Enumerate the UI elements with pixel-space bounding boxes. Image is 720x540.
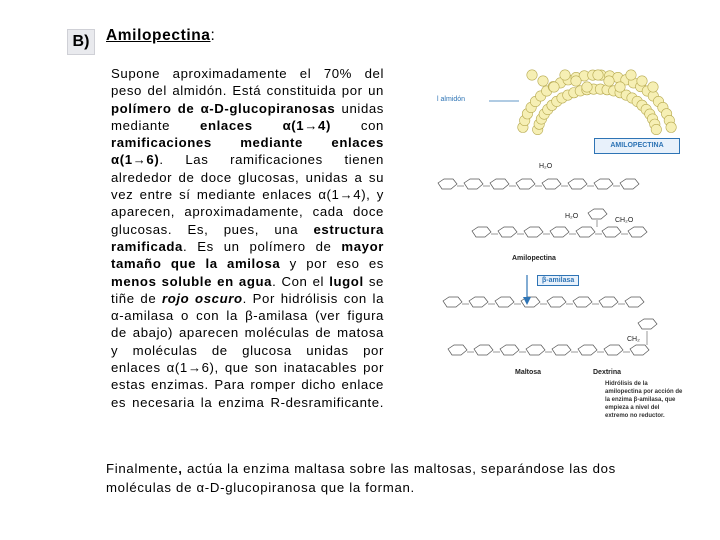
glucose-ring	[464, 179, 483, 189]
glucose-ring	[568, 179, 587, 189]
granule-circle	[666, 122, 676, 132]
glucose-ring	[472, 227, 491, 237]
title-colon: :	[210, 27, 216, 44]
glucose-ring	[469, 297, 488, 307]
glucose-ring	[490, 179, 509, 189]
amylopectin-box: AMILOPECTINA	[594, 138, 680, 154]
para-run: . Con el	[272, 273, 330, 289]
figure-caption: Hidrólisis de la amilopectina por acción de la enzima β-amilasa, que empieza a nivel del extremo no reductor.	[605, 381, 683, 419]
granule-circle	[648, 82, 658, 92]
final-run: ,	[178, 461, 183, 476]
glucose-ring	[638, 319, 657, 329]
amylopectin-paragraph	[111, 65, 384, 411]
glucose-ring	[495, 297, 514, 307]
glucose-ring	[588, 209, 607, 219]
glucose-ring	[498, 227, 517, 237]
para-run: unidas mediante	[111, 100, 385, 133]
granule-circle	[549, 82, 559, 92]
granule-circle	[615, 82, 625, 92]
beta-amylase-label: β-amilasa	[537, 275, 579, 286]
starch-label: l almidón	[437, 96, 466, 103]
glucose-ring	[443, 297, 462, 307]
para-run: polímero de α-D-glucopiranosas	[111, 100, 336, 116]
glucose-ring	[474, 345, 493, 355]
glucose-ring	[547, 297, 566, 307]
hydrolysis-diagram	[437, 65, 680, 410]
granule-circle	[593, 70, 603, 80]
final-run: actúa la enzima maltasa sobre las maltosas, separándose las dos moléculas de α-D-glucopiranosa que la forman.	[106, 461, 616, 495]
maltose-label: Maltosa	[515, 369, 542, 376]
glucose-ring	[526, 345, 545, 355]
para-run: ramificaciones mediante enlaces α(1→6)	[111, 135, 384, 168]
para-run: enlaces α(1→4)	[200, 117, 331, 133]
glucose-ring	[552, 345, 571, 355]
para-run: lugol	[329, 273, 364, 289]
granule-circle	[571, 76, 581, 86]
glucose-ring	[576, 227, 595, 237]
para-run: estructura ramificada	[111, 221, 384, 254]
glucose-ring	[599, 297, 618, 307]
glucose-ring	[620, 179, 639, 189]
amylopectin-granules	[518, 70, 677, 135]
granule-circle	[637, 76, 647, 86]
granule-circle	[651, 124, 661, 134]
glucose-ring	[594, 179, 613, 189]
granule-circle	[560, 70, 570, 80]
glucose-ring	[630, 345, 649, 355]
granule-circle	[538, 76, 548, 86]
granule-circle	[626, 70, 636, 80]
glucose-ring	[500, 345, 519, 355]
final-paragraph	[106, 459, 674, 497]
ch2o-label: CH₂O	[615, 217, 634, 224]
glucose-ring	[524, 227, 543, 237]
final-run: Finalmente	[106, 461, 179, 476]
water-label-1: H₂O	[539, 163, 553, 170]
glucose-ring	[628, 227, 647, 237]
glucose-ring	[542, 179, 561, 189]
para-run: rojo oscuro	[162, 290, 243, 306]
section-title	[106, 27, 215, 45]
title-text: Amilopectina	[106, 27, 211, 44]
amylopectin-figure	[437, 65, 683, 419]
para-run: con	[330, 117, 384, 133]
para-run: mayor tamaño que la amilosa	[111, 238, 384, 272]
amylopectin-label: Amilopectina	[512, 255, 556, 262]
para-run: menos soluble en agua	[111, 273, 273, 289]
para-run: . Las ramificaciones tienen alrededor de doce glucosas, unidas a su vez entre sí mediante enlaces α(1→4), y aparecen, aproximadamente, cada doce glucosas. Es, pues, una	[111, 152, 384, 237]
para-run: se tiñe de	[111, 273, 384, 306]
granule-circle	[604, 76, 614, 86]
enzyme-arrow-head	[523, 297, 531, 305]
para-run: y por eso es	[280, 256, 384, 272]
glucose-ring	[573, 297, 592, 307]
glucose-ring	[602, 227, 621, 237]
granule-circle	[527, 70, 537, 80]
ch2-label: CH₂	[627, 336, 640, 343]
para-run: Supone aproximadamente el 70% del peso del almidón. Está constituida por un	[111, 66, 384, 99]
glucose-ring	[438, 179, 457, 189]
glucose-ring-chains	[438, 179, 657, 355]
glucose-ring	[448, 345, 467, 355]
section-letter: B)	[67, 29, 95, 55]
glucose-ring	[604, 345, 623, 355]
glucose-ring	[578, 345, 597, 355]
glucose-ring	[550, 227, 569, 237]
para-run: . Es un polímero de	[182, 238, 342, 254]
water-label-2: H₂O	[565, 213, 579, 220]
dextrin-label: Dextrina	[593, 369, 622, 376]
glucose-ring	[516, 179, 535, 189]
granule-circle	[582, 82, 592, 92]
glucose-ring	[625, 297, 644, 307]
para-run: . Por hidrólisis con la α-amilasa o con la β-amilasa (ver figura de abajo) aparecen moléculas de matosa y moléculas de glucosa unidas por enlaces α(1→6), que son inatacables por estas enzimas. Para romper dicho enlace es necesaria la enzima R-desramificante.	[111, 290, 385, 410]
